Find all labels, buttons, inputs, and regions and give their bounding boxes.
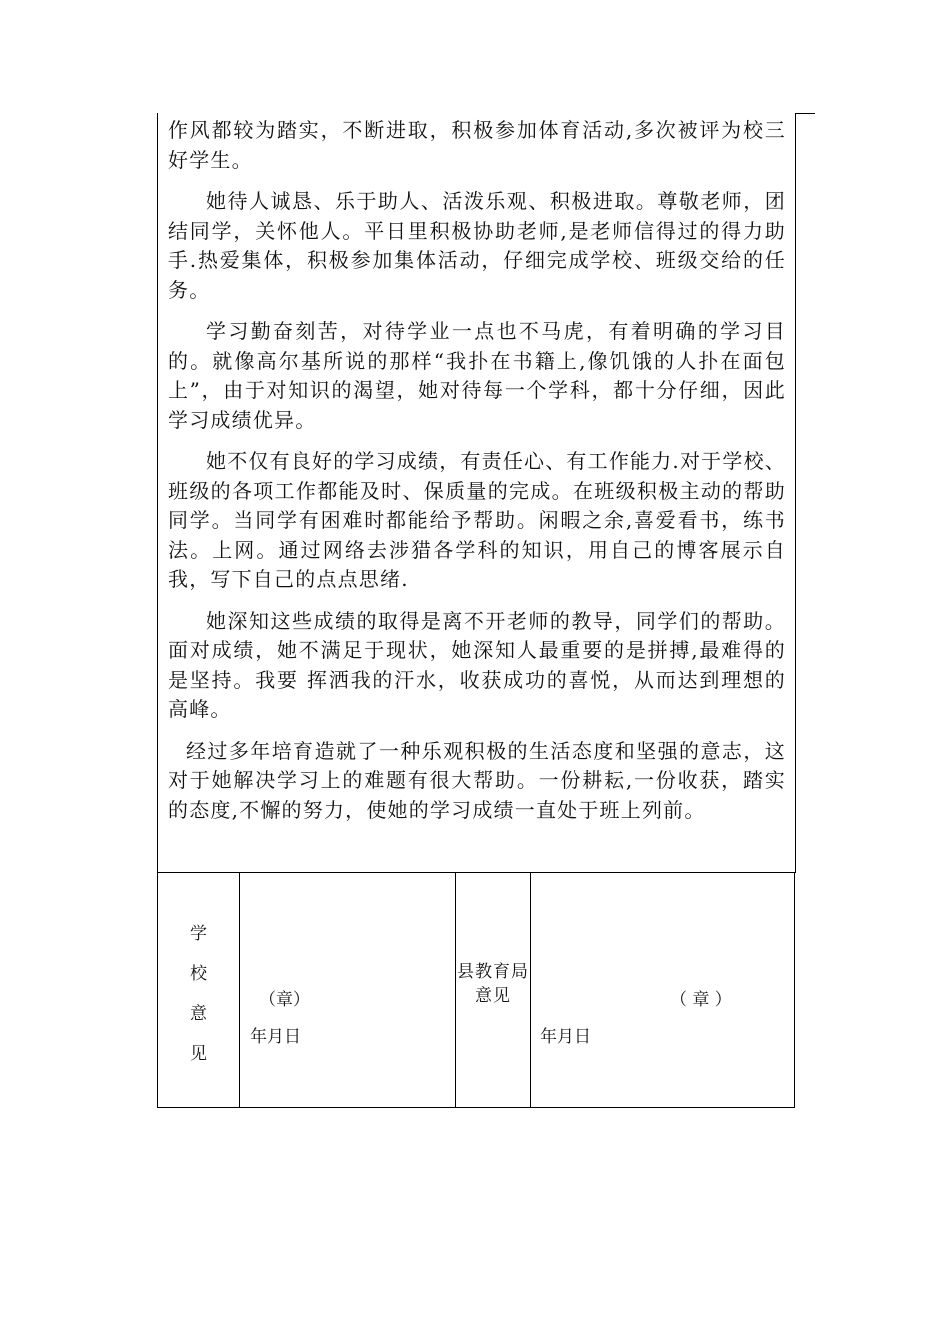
frame-left-border xyxy=(157,113,158,873)
table-divider xyxy=(530,872,531,1108)
paragraph-5: 她深知这些成绩的取得是离不开老师的教导，同学们的帮助。面对成绩，她不满足于现状，她深知人最重要的是拼搏,最难得的是坚持。我要 挥洒我的汗水，收获成功的喜悦，从而达到理想的高峰。 xyxy=(168,608,786,721)
paragraph-3: 学习勤奋刻苦，对待学业一点也不马虎，有着明确的学习目的。就像高尔基所说的那样“我扑在书籍上,像饥饿的人扑在面包上”，由于对知识的渴望，她对待每一个学科，都十分仔细，因此学习成绩优异。 xyxy=(168,319,786,432)
frame-top-stub xyxy=(795,113,815,114)
school-opinion-label: 学 校 意 见 xyxy=(190,924,207,1064)
county-date: 年月日 xyxy=(540,1027,591,1047)
paragraph-6: 经过多年培育造就了一种乐观积极的生活态度和坚强的意志，这对于她解决学习上的难题有很大帮助。一份耕耘,一份收获，踏实的态度,不懈的努力，使她的学习成绩一直处于班上列前。 xyxy=(168,738,786,822)
table-divider xyxy=(455,872,456,1108)
opinion-table xyxy=(157,872,795,1108)
paragraph-4: 她不仅有良好的学习成绩，有责任心、有工作能力.对于学校、班级的各项工作都能及时、保质量的完成。在班级积极主动的帮助同学。当同学有困难时都能给予帮助。闲暇之余,喜爱看书，练书法。上网。通过网络去涉猎各学科的知识，用自己的博客展示自我，写下自己的点点思绪. xyxy=(168,449,786,591)
county-seal: （ 章 ） xyxy=(670,990,732,1010)
evaluation-text xyxy=(168,116,786,825)
frame-right-border xyxy=(795,113,796,873)
school-date: 年月日 xyxy=(250,1027,301,1047)
paragraph-1: 作风都较为踏实，不断进取，积极参加体育活动,多次被评为校三好学生。 xyxy=(168,118,786,172)
table-divider xyxy=(239,872,240,1108)
county-opinion-label: 县教育局意见 xyxy=(457,962,529,1006)
school-seal: （章） xyxy=(259,990,310,1010)
paragraph-2: 她待人诚恳、乐于助人、活泼乐观、积极进取。尊敬老师，团结同学，关怀他人。平日里积极协助老师,是老师信得过的得力助手.热爱集体，积极参加集体活动，仔细完成学校、班级交给的任务。 xyxy=(168,189,786,302)
